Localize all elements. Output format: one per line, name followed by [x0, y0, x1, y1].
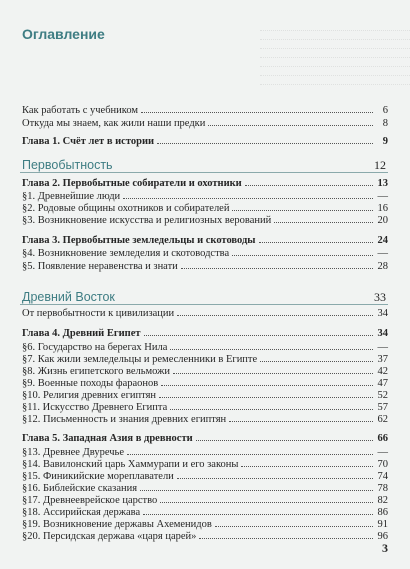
toc-entry: §10. Религия древних египтян 52 [22, 390, 388, 401]
toc-entry: §5. Появление неравенства и знати 28 [22, 261, 388, 272]
toc-entry: §9. Военные походы фараонов 47 [22, 378, 388, 389]
toc-entry: §1. Древнейшие люди — [22, 191, 388, 202]
chapter-entry: Глава 4. Древний Египет 34 [22, 328, 388, 339]
toc-entry: От первобытности к цивилизации 34 [22, 308, 388, 319]
toc-entry: Как работать с учебником 6 [22, 105, 388, 116]
page-number: 3 [382, 541, 388, 555]
toc-entry: §6. Государство на берегах Нила — [22, 342, 388, 353]
toc-entry: §11. Искусство Древнего Египта 57 [22, 402, 388, 413]
toc-entry: §2. Родовые общины охотников и собирателей 16 [22, 203, 388, 214]
toc-entry: §4. Возникновение земледелия и скотоводства — [22, 248, 388, 259]
toc-entry: §3. Возникновение искусства и религиозных верований 20 [22, 215, 388, 226]
section-heading-ancient-east: Древний Восток 33 [22, 290, 386, 304]
toc-entry: §16. Библейские сказания 78 [22, 483, 388, 494]
section-heading-primitive: Первобытность 12 [22, 158, 386, 172]
toc-entry: §7. Как жили земледельцы и ремесленники в Египте 37 [22, 354, 388, 365]
toc-title: Оглавление [22, 26, 105, 42]
toc-entry: §15. Финикийские мореплаватели 74 [22, 471, 388, 482]
bleed-through-text [260, 24, 410, 86]
chapter-entry: Глава 3. Первобытные земледельцы и скотоводы 24 [22, 235, 388, 246]
toc-entry: §8. Жизнь египетского вельможи 42 [22, 366, 388, 377]
chapter-entry: Глава 2. Первобытные собиратели и охотники 13 [22, 178, 388, 189]
toc-entry: §17. Древнееврейское царство 82 [22, 495, 388, 506]
toc-entry: Откуда мы знаем, как жили наши предки 8 [22, 118, 388, 129]
toc-entry: §20. Персидская держава «царя царей» 96 [22, 531, 388, 542]
toc-entry: §12. Письменность и знания древних египтян 62 [22, 414, 388, 425]
chapter-entry: Глава 1. Счёт лет в истории 9 [22, 136, 388, 147]
toc-entry: §13. Древнее Двуречье — [22, 447, 388, 458]
chapter-entry: Глава 5. Западная Азия в древности 66 [22, 433, 388, 444]
toc-entry: §14. Вавилонский царь Хаммурапи и его законы 70 [22, 459, 388, 470]
toc-entry: §18. Ассирийская держава 86 [22, 507, 388, 518]
toc-entry: §19. Возникновение державы Ахеменидов 91 [22, 519, 388, 530]
